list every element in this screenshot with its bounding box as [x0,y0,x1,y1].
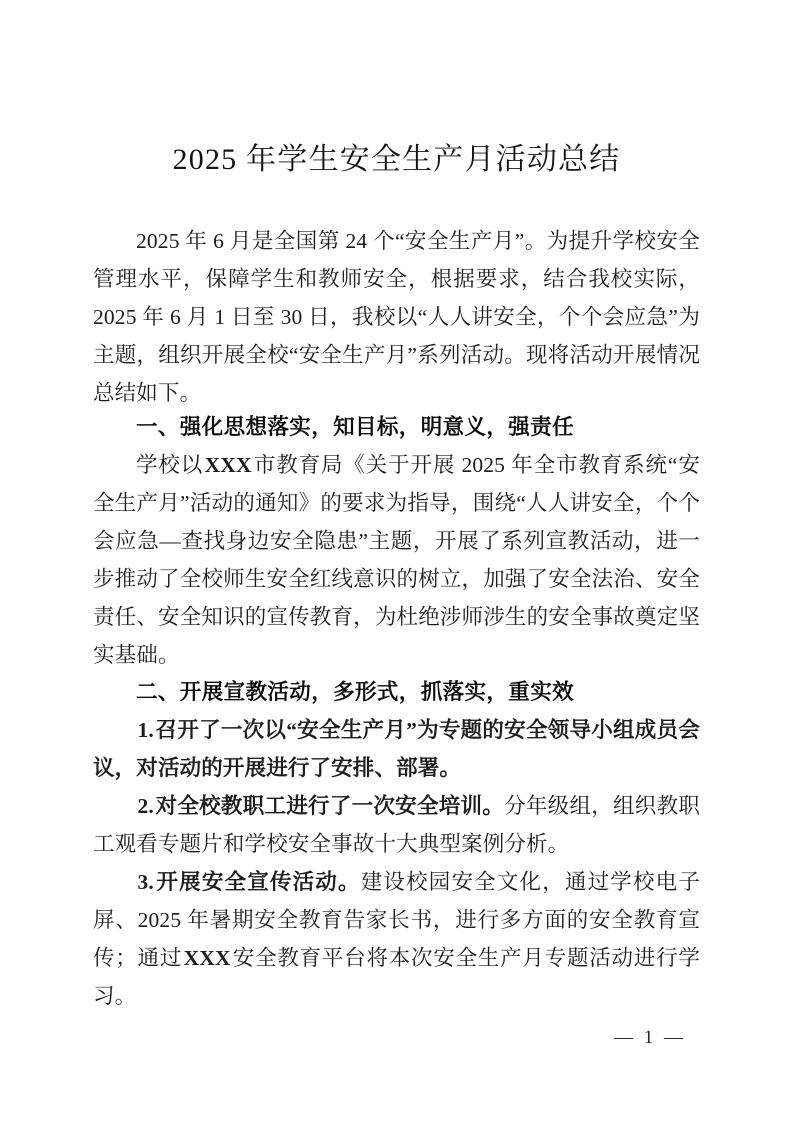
intro-paragraph: 2025 年 6 月是全国第 24 个“安全生产月”。为提升学校安全管理水平，保障学生和教师安全，根据要求，结合我校实际，2025 年 6 月 1 日至 30 日，我校以“人人讲安全，个个会应急”为主题，组织开展全校“安全生产月”系列活动。现将活动开展情况总结如下。 [93,229,700,405]
section-one-rest: 市教育局《关于开展 2025 年全市教育系统“安全生产月”活动的通知》的要求为指导，围绕“人人讲安全，个个会应急—查找身边安全隐患”主题，开展了系列宣教活动，进一步推动了全校师生安全红线意识的树立，加强了安全法治、安全责任、安全知识的宣传教育，为杜绝涉师涉生的安全事故奠定坚实基础。 [93,453,700,667]
section-one-org-name: XXX [204,453,252,477]
page-title: 2025 年学生安全生产月活动总结 [172,143,621,176]
section-one-lead: 学校以 [136,453,204,477]
item-3-platform-name: XXX [183,946,231,970]
item-1-number: 1. [137,718,154,742]
item-2-number: 2. [137,794,154,818]
item-3-normal-text-b: 安全教育平台将本次安全生产月专题活动进行学习。 [93,946,700,1008]
page-number-footer: — 1 — [614,1027,686,1048]
item-3-normal-text-a: 建设校园安全文化，通过学校电子屏、2025 年暑期安全教育告家长书，进行多方面的安全教育宣传；通过 [93,870,700,970]
item-2-normal-text: 分年级组，组织教职工观看专题片和学校安全事故十大典型案例分析。 [93,794,700,856]
item-3-number: 3. [137,870,154,894]
section-one-paragraph [93,446,700,674]
list-item [93,863,700,1015]
item-2-bold-text: 对全校教职工进行了一次安全培训。 [155,794,505,818]
item-1-bold-text: 召开了一次以“安全生产月”为专题的安全领导小组成员会议，对活动的开展进行了安排、部署。 [93,718,700,780]
list-item [93,711,700,787]
section-heading-one: 一、强化思想落实，知目标，明意义，强责任 [136,415,575,439]
section-heading-two: 二、开展宣教活动，多形式，抓落实，重实效 [136,680,575,704]
list-item [93,787,700,863]
item-3-bold-text: 开展安全宣传活动。 [155,870,361,894]
